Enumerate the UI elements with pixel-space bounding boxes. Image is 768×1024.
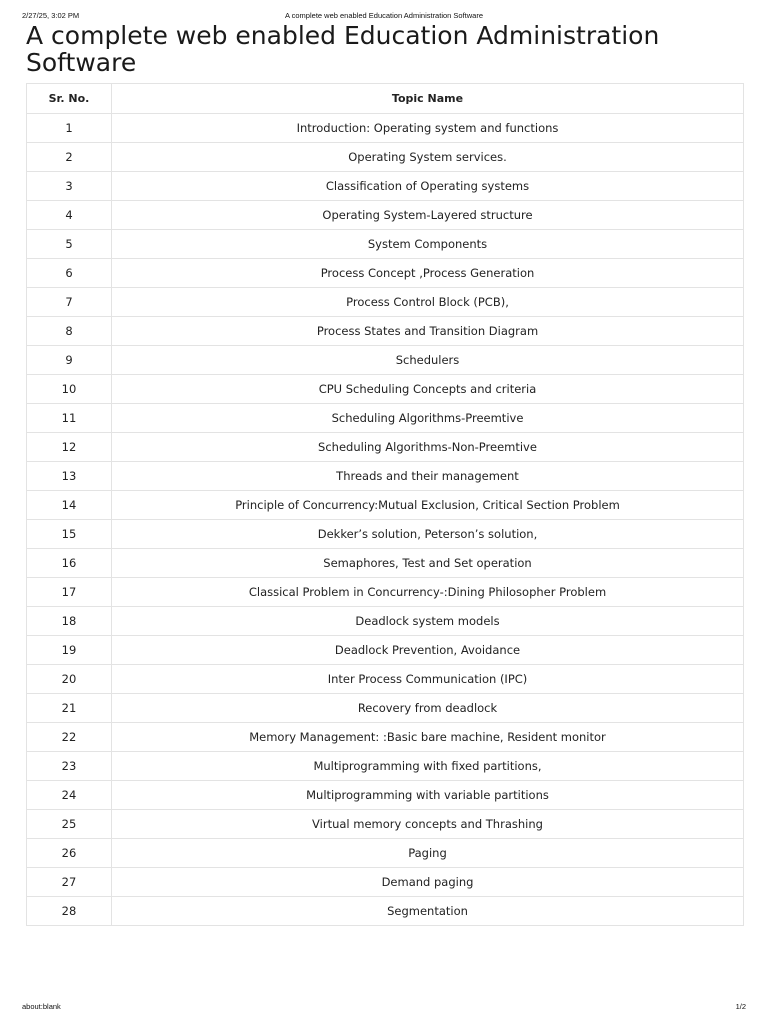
topic-name-cell: Deadlock Prevention, Avoidance: [112, 636, 744, 665]
topic-name-cell: Scheduling Algorithms-Non-Preemtive: [112, 433, 744, 462]
sr-no-cell: 19: [27, 636, 112, 665]
topic-name-cell: Multiprogramming with fixed partitions,: [112, 752, 744, 781]
sr-no-cell: 4: [27, 201, 112, 230]
sr-no-cell: 6: [27, 259, 112, 288]
table-row: [27, 201, 744, 230]
sr-no-cell: 3: [27, 172, 112, 201]
topic-name-cell: Introduction: Operating system and functions: [112, 114, 744, 143]
table-row: [27, 114, 744, 143]
sr-no-cell: 20: [27, 665, 112, 694]
table-row: [27, 607, 744, 636]
table-row: [27, 665, 744, 694]
topic-name-cell: Principle of Concurrency:Mutual Exclusion, Critical Section Problem: [112, 491, 744, 520]
table-row: [27, 433, 744, 462]
topic-name-cell: Operating System services.: [112, 143, 744, 172]
sr-no-cell: 27: [27, 868, 112, 897]
topic-name-cell: Scheduling Algorithms-Preemtive: [112, 404, 744, 433]
table-row: [27, 723, 744, 752]
table-row: [27, 404, 744, 433]
sr-no-cell: 25: [27, 810, 112, 839]
sr-no-cell: 11: [27, 404, 112, 433]
table-row: [27, 259, 744, 288]
topic-name-cell: Deadlock system models: [112, 607, 744, 636]
table-row: [27, 375, 744, 404]
sr-no-cell: 8: [27, 317, 112, 346]
table-row: [27, 897, 744, 926]
topic-name-header: Topic Name: [112, 84, 744, 114]
page-title: A complete web enabled Education Administration Software: [26, 21, 660, 77]
table-row: [27, 578, 744, 607]
topic-name-cell: Paging: [112, 839, 744, 868]
topic-name-cell: Recovery from deadlock: [112, 694, 744, 723]
table-row: [27, 549, 744, 578]
sr-no-cell: 10: [27, 375, 112, 404]
topic-name-cell: Multiprogramming with variable partitions: [112, 781, 744, 810]
topic-name-cell: Inter Process Communication (IPC): [112, 665, 744, 694]
topic-name-cell: Process States and Transition Diagram: [112, 317, 744, 346]
sr-no-cell: 23: [27, 752, 112, 781]
table-row: [27, 694, 744, 723]
table-row: [27, 520, 744, 549]
topic-name-cell: Demand paging: [112, 868, 744, 897]
table-row: [27, 143, 744, 172]
sr-no-cell: 28: [27, 897, 112, 926]
sr-no-cell: 22: [27, 723, 112, 752]
sr-no-cell: 16: [27, 549, 112, 578]
sr-no-cell: 7: [27, 288, 112, 317]
topic-name-cell: Process Control Block (PCB),: [112, 288, 744, 317]
sr-no-cell: 15: [27, 520, 112, 549]
topic-name-cell: Segmentation: [112, 897, 744, 926]
table-header-row: [27, 84, 744, 114]
topics-table: [26, 83, 744, 926]
sr-no-cell: 2: [27, 143, 112, 172]
table-row: [27, 839, 744, 868]
table-row: [27, 491, 744, 520]
sr-no-cell: 5: [27, 230, 112, 259]
topic-name-cell: Operating System-Layered structure: [112, 201, 744, 230]
table-body: [27, 114, 744, 926]
topic-name-cell: Virtual memory concepts and Thrashing: [112, 810, 744, 839]
topic-name-cell: System Components: [112, 230, 744, 259]
topic-name-cell: Memory Management: :Basic bare machine, Resident monitor: [112, 723, 744, 752]
sr-no-cell: 21: [27, 694, 112, 723]
table-row: [27, 462, 744, 491]
sr-no-header: Sr. No.: [27, 84, 112, 114]
table-row: [27, 230, 744, 259]
table-row: [27, 636, 744, 665]
topic-name-cell: Process Concept ,Process Generation: [112, 259, 744, 288]
topic-name-cell: Semaphores, Test and Set operation: [112, 549, 744, 578]
print-datetime: 2/27/25, 3:02 PM: [22, 11, 80, 20]
table-row: [27, 346, 744, 375]
topic-name-cell: Threads and their management: [112, 462, 744, 491]
print-footer: [22, 1002, 746, 1014]
topic-name-cell: CPU Scheduling Concepts and criteria: [112, 375, 744, 404]
topic-name-cell: Classification of Operating systems: [112, 172, 744, 201]
sr-no-cell: 17: [27, 578, 112, 607]
table-row: [27, 752, 744, 781]
sr-no-cell: 18: [27, 607, 112, 636]
table-row: [27, 317, 744, 346]
table-row: [27, 868, 744, 897]
sr-no-cell: 26: [27, 839, 112, 868]
table-row: [27, 810, 744, 839]
sr-no-cell: 1: [27, 114, 112, 143]
print-doc-title: A complete web enabled Education Administration Software: [284, 11, 484, 20]
table-row: [27, 781, 744, 810]
sr-no-cell: 14: [27, 491, 112, 520]
table-row: [27, 172, 744, 201]
sr-no-cell: 13: [27, 462, 112, 491]
topic-name-cell: Schedulers: [112, 346, 744, 375]
print-page-number: 1/2: [735, 1002, 746, 1011]
topic-name-cell: Classical Problem in Concurrency-:Dining Philosopher Problem: [112, 578, 744, 607]
sr-no-cell: 24: [27, 781, 112, 810]
sr-no-cell: 9: [27, 346, 112, 375]
table-row: [27, 288, 744, 317]
sr-no-cell: 12: [27, 433, 112, 462]
topic-name-cell: Dekker’s solution, Peterson’s solution,: [112, 520, 744, 549]
print-url: about:blank: [22, 1002, 61, 1011]
